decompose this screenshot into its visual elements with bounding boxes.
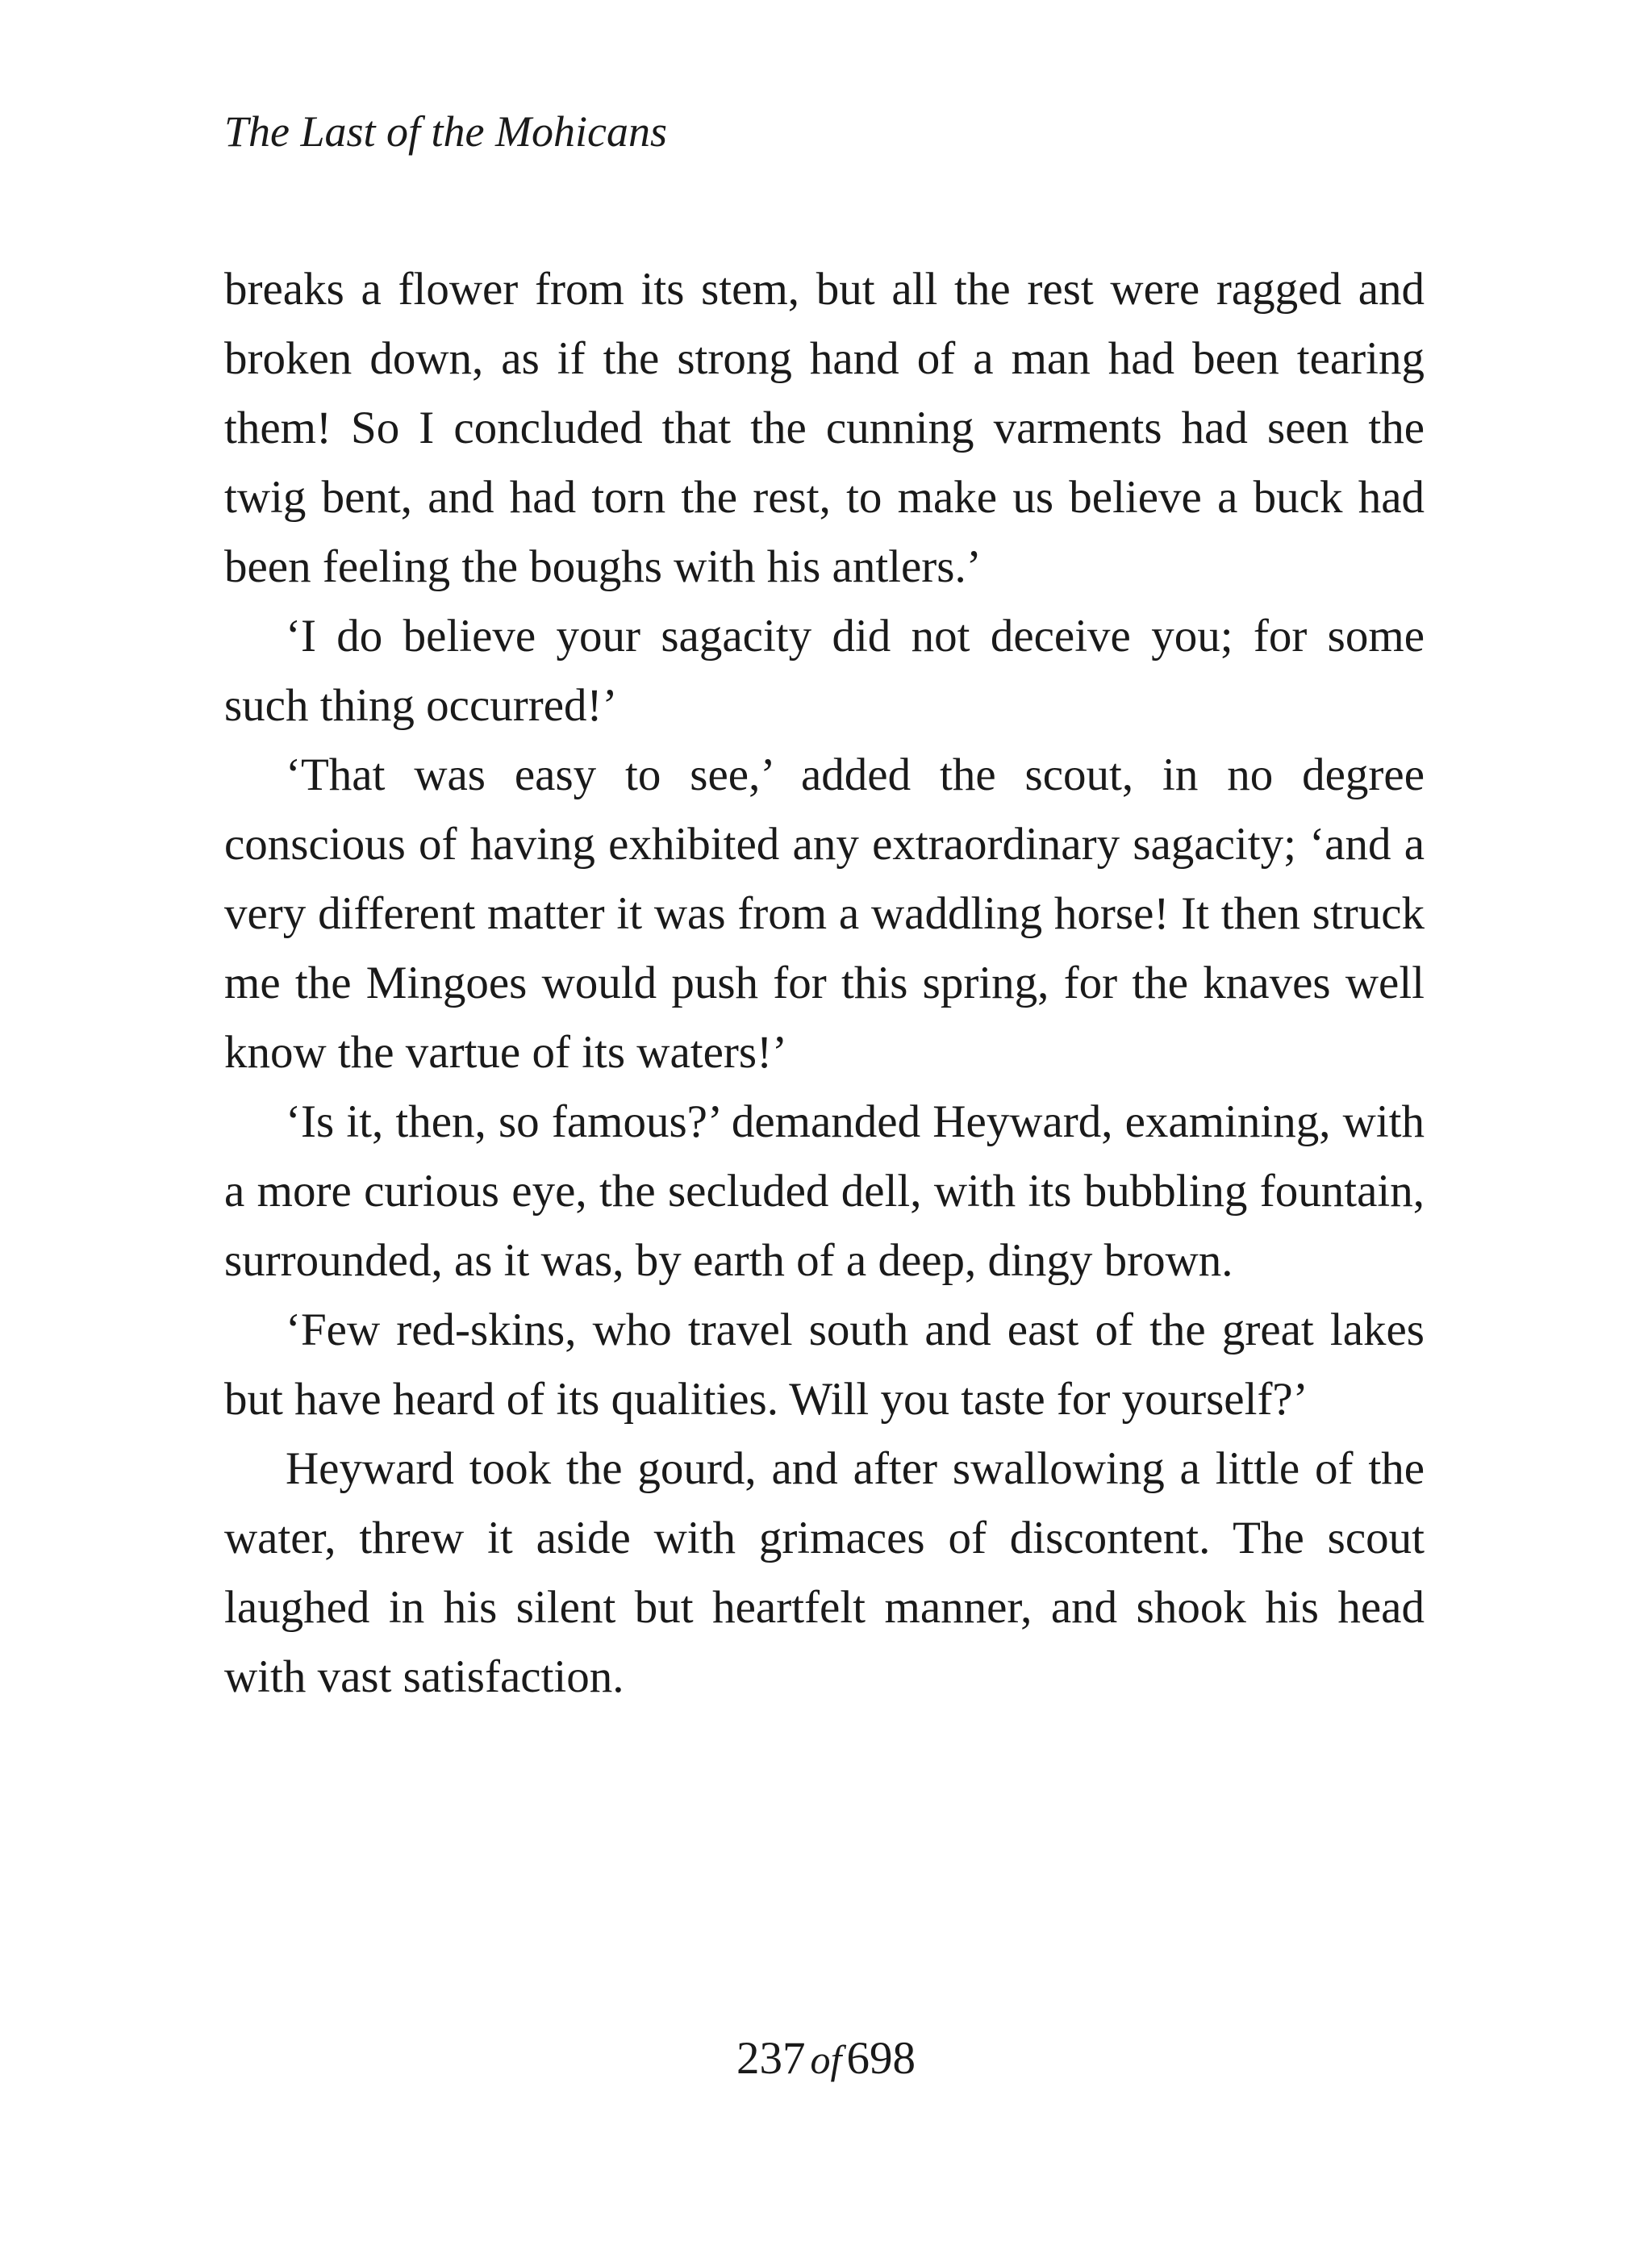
paragraph: ‘That was easy to see,’ added the scout, in no degree conscious of having exhibited any extraordinary sagacity; ‘and a very different matter it was from a waddling horse! It then struck me the Mingoes would push for this spring, for the knaves well know the vartue of its waters!’: [224, 749, 1425, 1078]
current-page: 237: [736, 2033, 806, 2084]
body-text: [224, 255, 1425, 1712]
paragraph: ‘Is it, then, so famous?’ demanded Heyward, examining, with a more curious eye, the secluded dell, with its bubbling fountain, surrounded, as it was, by earth of a deep, dingy brown.: [224, 1096, 1425, 1286]
page-of-label: of: [810, 2037, 842, 2082]
running-head: The Last of the Mohicans: [224, 107, 667, 156]
paragraph: ‘Few red-skins, who travel south and east of the great lakes but have heard of its qualities. Will you taste for yourself?’: [224, 1304, 1425, 1425]
paragraph: Heyward took the gourd, and after swallowing a little of the water, threw it aside with grimaces of discontent. The scout laughed in his silent but heartfelt manner, and shook his head with vast satisfaction.: [224, 1443, 1425, 1702]
paragraph: ‘I do believe your sagacity did not deceive you; for some such thing occurred!’: [224, 611, 1425, 731]
paragraph: breaks a flower from its stem, but all the rest were ragged and broken down, as if the strong hand of a man had been tearing them! So I concluded that the cunning varments had seen the twig bent, and had torn the rest, to make us believe a buck had been feeling the boughs with his antlers.’: [224, 264, 1425, 592]
total-pages: 698: [846, 2033, 916, 2084]
page-number: [0, 2027, 1652, 2092]
